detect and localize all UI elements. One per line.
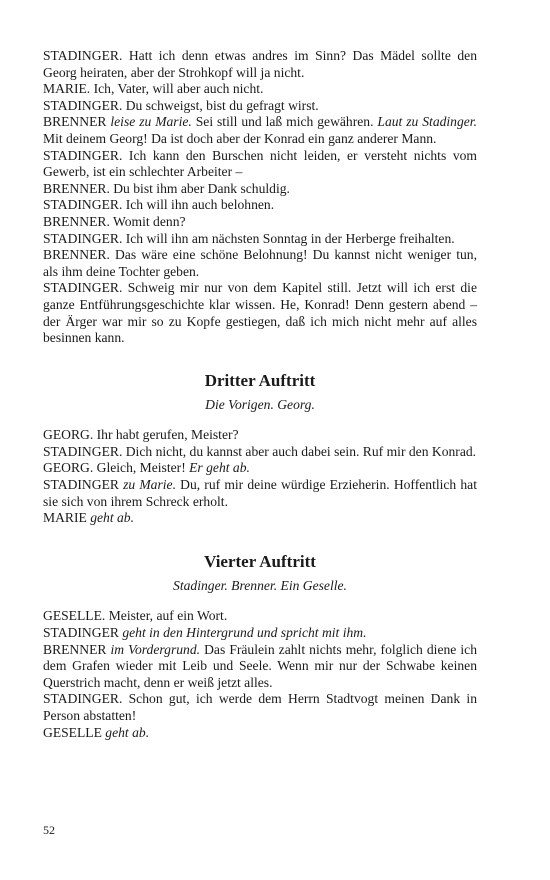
- dialogue-line: GESELLE. Meister, auf ein Wort.: [43, 608, 228, 624]
- stage-direction: im Vordergrund.: [106, 641, 201, 657]
- dialogue-line: BRENNER leise zu Marie. Sei still und laß mich gewähren. Laut zu Stadinger. Mit deinem Georg! Da ist doch aber der Konrad ein ganz anderer Mann.: [43, 114, 477, 146]
- dialogue-line: MARIE. Ich, Vater, will aber auch nicht.: [43, 81, 264, 97]
- dialogue-line: BRENNER. Du bist ihm aber Dank schuldig.: [43, 180, 290, 196]
- dialogue-line: STADINGER zu Marie. Du, ruf mir deine würdige Erzieherin. Hoffentlich hat sie sich von ihrem Schreck erholt.: [43, 477, 477, 509]
- stage-direction: geht ab.: [86, 510, 135, 526]
- speaker: STADINGER: [43, 625, 119, 641]
- speaker: STADINGER.: [43, 97, 123, 113]
- speaker: BRENNER.: [43, 180, 110, 196]
- stage-direction: zu Marie.: [118, 477, 176, 493]
- dialogue-line: STADINGER. Du schweigst, bist du gefragt wirst.: [43, 97, 319, 113]
- dialogue-line: GEORG. Ihr habt gerufen, Meister?: [43, 427, 239, 443]
- scene-cast: Stadinger. Brenner. Ein Geselle.: [173, 577, 347, 593]
- speaker: STADINGER.: [43, 443, 123, 459]
- scene-2-dialogue: [43, 48, 477, 347]
- dialogue-line: STADINGER. Dich nicht, du kannst aber auch dabei sein. Ruf mir den Konrad.: [43, 443, 477, 459]
- dialogue-line: BRENNER im Vordergrund. Das Fräulein zahlt nichts mehr, folglich diene ich dem Grafen wieder mit Leib und Seele. Wenn mir nur der Schwabe keinen Querstrich macht, denn er weiß jetzt alles.: [43, 641, 477, 690]
- speaker: MARIE.: [43, 81, 91, 97]
- stage-direction: Laut zu Stadinger.: [373, 114, 477, 130]
- page-number: 52: [43, 823, 55, 837]
- speaker: BRENNER.: [43, 247, 110, 263]
- dialogue-line: BRENNER. Das wäre eine schöne Belohnung! Du kannst nicht weniger tun, als ihm deine Tochter geben.: [43, 247, 477, 279]
- stage-direction: geht ab.: [101, 724, 150, 740]
- speaker: STADINGER.: [43, 280, 123, 296]
- speaker: STADINGER.: [43, 691, 123, 707]
- scene-3-dialogue: [43, 427, 477, 527]
- speaker: GESELLE: [43, 724, 102, 740]
- speaker: STADINGER.: [43, 147, 123, 163]
- dialogue-line: STADINGER. Ich kann den Burschen nicht leiden, er versteht nichts vom Gewerb, ist ein schlechter Arbeiter –: [43, 147, 477, 180]
- scene-4-dialogue: [43, 608, 477, 741]
- scene-cast: Die Vorigen. Georg.: [205, 396, 315, 412]
- speaker: GESELLE.: [43, 608, 106, 624]
- book-page: [43, 48, 477, 741]
- scene-heading: Vierter Auftritt: [204, 551, 316, 571]
- speaker: STADINGER: [43, 477, 119, 493]
- speaker: BRENNER: [43, 114, 107, 130]
- dialogue-line: STADINGER. Schon gut, ich werde dem Herrn Stadtvogt meinen Dank in Person abstatten!: [43, 691, 477, 723]
- speaker: BRENNER: [43, 641, 107, 657]
- scene-heading: Dritter Auftritt: [204, 370, 316, 390]
- dialogue-line: [43, 625, 477, 642]
- dialogue-line: GEORG. Gleich, Meister! Er geht ab.: [43, 460, 250, 476]
- dialogue-line: [43, 725, 477, 742]
- speaker: MARIE: [43, 510, 87, 526]
- stage-direction: geht in den Hintergrund und spricht mit ihm.: [118, 625, 367, 641]
- dialogue-line: BRENNER. Womit denn?: [43, 213, 186, 229]
- dialogue-line: [43, 510, 477, 527]
- stage-direction: leise zu Marie.: [106, 114, 192, 130]
- speaker: STADINGER.: [43, 230, 123, 246]
- stage-direction: Er geht ab.: [185, 460, 250, 476]
- dialogue-line: STADINGER. Ich will ihn auch belohnen.: [43, 197, 275, 213]
- dialogue-line: STADINGER. Hatt ich denn etwas andres im Sinn? Das Mädel sollte den Georg heiraten, aber der Strohkopf will ja nicht.: [43, 48, 477, 80]
- speaker: STADINGER.: [43, 48, 123, 63]
- speaker: STADINGER.: [43, 197, 123, 213]
- dialogue-line: STADINGER. Ich will ihn am nächsten Sonntag in der Herberge freihalten.: [43, 230, 455, 246]
- dialogue-line: STADINGER. Schweig mir nur von dem Kapitel still. Jetzt will ich erst die ganze Entführungsgeschichte klar wissen. He, Konrad! Denn gestern abend – der Ärger war mir so zu Kopfe gestiegen, daß ich mich nicht mehr auf alles besinnen kann.: [43, 280, 477, 346]
- speaker: GEORG.: [43, 427, 94, 443]
- speaker: BRENNER.: [43, 213, 110, 229]
- speaker: GEORG.: [43, 460, 94, 476]
